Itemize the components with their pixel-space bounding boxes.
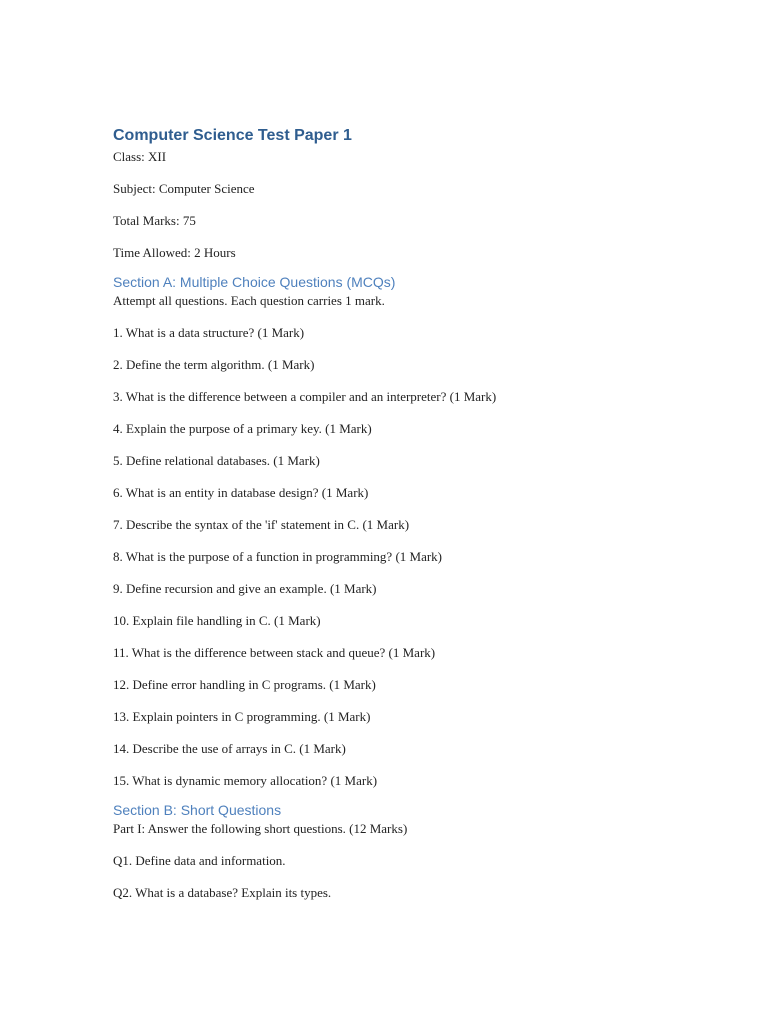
question-item: 1. What is a data structure? (1 Mark)	[113, 325, 305, 340]
question-item: 13. Explain pointers in C programming. (1 Mark)	[113, 709, 371, 724]
question-item: Q1. Define data and information.	[113, 853, 286, 868]
info-subject: Subject: Computer Science	[113, 181, 255, 196]
section-a-instructions: Attempt all questions. Each question carries 1 mark.	[113, 293, 385, 308]
question-item: 6. What is an entity in database design? (1 Mark)	[113, 485, 369, 500]
section-a-heading: Section A: Multiple Choice Questions (MCQs)	[113, 274, 396, 290]
question-item: 3. What is the difference between a compiler and an interpreter? (1 Mark)	[113, 389, 497, 404]
question-item: 2. Define the term algorithm. (1 Mark)	[113, 357, 315, 372]
question-item: 12. Define error handling in C programs. (1 Mark)	[113, 677, 376, 692]
question-item: 11. What is the difference between stack and queue? (1 Mark)	[113, 645, 436, 660]
question-item: 14. Describe the use of arrays in C. (1 Mark)	[113, 741, 346, 756]
question-item: Q2. What is a database? Explain its types.	[113, 885, 332, 900]
info-class: Class: XII	[113, 149, 167, 164]
question-item: 5. Define relational databases. (1 Mark)	[113, 453, 320, 468]
document-title: Computer Science Test Paper 1	[113, 127, 352, 144]
question-item: 7. Describe the syntax of the 'if' statement in C. (1 Mark)	[113, 517, 410, 532]
question-item: 9. Define recursion and give an example. (1 Mark)	[113, 581, 377, 596]
document-page	[113, 123, 733, 901]
info-time-allowed: Time Allowed: 2 Hours	[113, 245, 236, 260]
question-item: 10. Explain file handling in C. (1 Mark)	[113, 613, 321, 628]
section-b-instructions: Part I: Answer the following short questions. (12 Marks)	[113, 821, 408, 836]
info-total-marks: Total Marks: 75	[113, 213, 196, 228]
section-b-heading: Section B: Short Questions	[113, 802, 282, 818]
question-item: 4. Explain the purpose of a primary key. (1 Mark)	[113, 421, 372, 436]
question-item: 8. What is the purpose of a function in programming? (1 Mark)	[113, 549, 443, 564]
question-item: 15. What is dynamic memory allocation? (1 Mark)	[113, 773, 378, 788]
